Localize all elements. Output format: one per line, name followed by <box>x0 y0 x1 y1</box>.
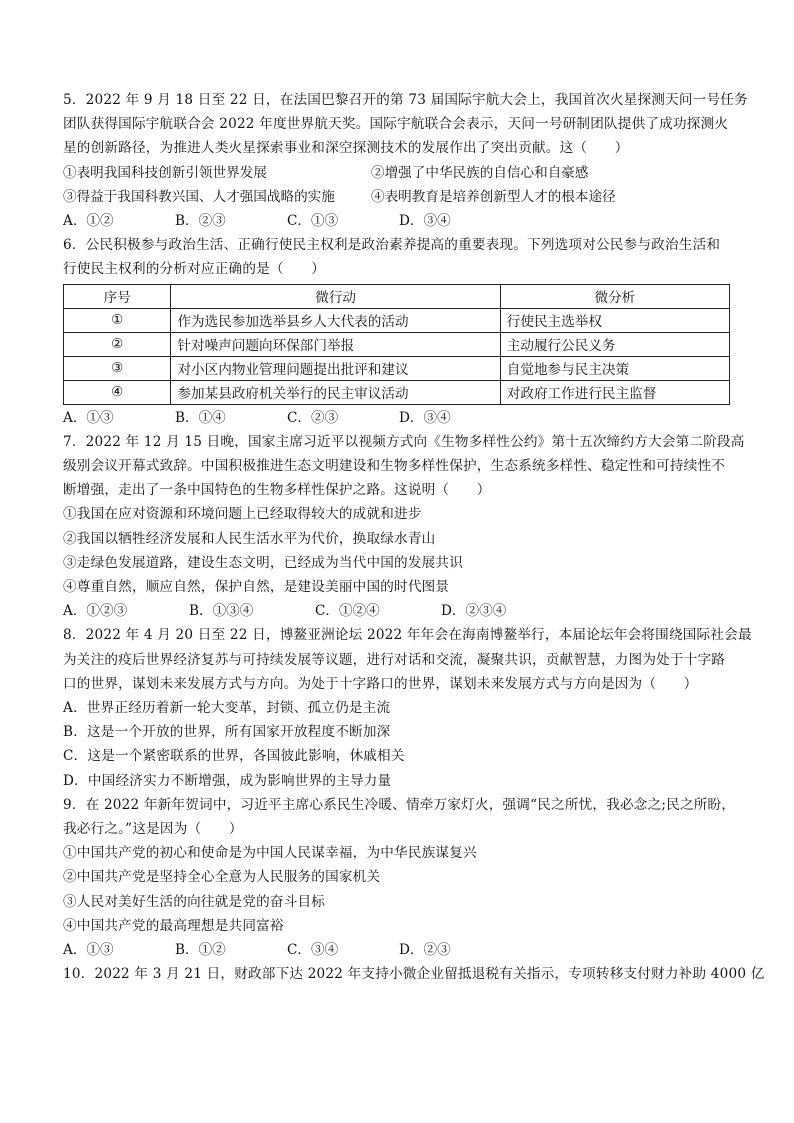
q5-statements-row <box>63 185 731 209</box>
q7-options <box>63 599 731 623</box>
q8-stem-line: 口的世界，谋划未来发展方式与方向。为处于十字路口的世界，谋划未来发展方式与方向是因为（ ） <box>63 675 698 692</box>
table-cell: 行使民主选举权 <box>500 308 729 332</box>
q9-statement: ③人民对美好生活的向往就是党的奋斗目标 <box>63 893 326 910</box>
option-b[interactable]: B．②③ <box>175 213 226 230</box>
option-d[interactable]: D．中国经济实力不断增强，成为影响世界的主导力量 <box>63 772 392 789</box>
table-cell: ② <box>64 332 171 356</box>
option-a[interactable]: A．①② <box>63 213 114 230</box>
q5-statement: ②增强了中华民族的自信心和自豪感 <box>371 164 589 181</box>
table-cell: 主动履行公民义务 <box>500 332 729 356</box>
option-a[interactable]: A．①②③ <box>63 603 128 620</box>
option-b[interactable]: B．①② <box>175 942 226 959</box>
option-b[interactable]: B．①④ <box>175 409 226 426</box>
question-10 <box>63 962 765 986</box>
table-header: 微行动 <box>171 284 500 308</box>
q7-stem-line: 级别会议开幕式致辞。中国积极推进生态文明建设和生物多样性保护，生态系统多样性、稳定性和可持续性不 <box>63 458 726 475</box>
option-a[interactable]: A．①③ <box>63 942 114 959</box>
q9-statement: ①中国共产党的初心和使命是为中国人民谋幸福，为中华民族谋复兴 <box>63 845 477 862</box>
table-header-row <box>64 284 730 308</box>
q6-stem-line: 6．公民积极参与政治生活、正确行使民主权利是政治素养提高的重要表现。下列选项对公民参与政治生活和 <box>63 237 721 254</box>
option-d[interactable]: D．②③④ <box>441 603 507 620</box>
table-cell: 自觉地参与民主决策 <box>500 356 729 380</box>
option-c[interactable]: C．这是一个紧密联系的世界，各国彼此影响，休戚相关 <box>63 748 405 765</box>
exam-page <box>63 88 765 987</box>
table-row <box>64 308 730 332</box>
table-cell: ③ <box>64 356 171 380</box>
question-8 <box>63 623 752 792</box>
table-cell: ① <box>64 308 171 332</box>
q6-stem-line: 行使民主权利的分析对应正确的是（ ） <box>63 261 326 278</box>
option-d[interactable]: D．③④ <box>399 409 451 426</box>
q9-stem-line: 我必行之。”这是因为（ ） <box>63 821 243 838</box>
q7-stem-line: 7．2022 年 12 月 15 日晚，国家主席习近平以视频方式向《生物多样性公约》第十五次缔约方大会第二阶段高 <box>63 433 745 450</box>
q5-stem-line: 5．2022 年 9 月 18 日至 22 日，在法国巴黎召开的第 73 届国际宇航大会上，我国首次火星探测天问一号任务 <box>63 92 748 108</box>
q6-options <box>63 406 731 430</box>
q7-statement: ④尊重自然，顺应自然，保护自然，是建设美丽中国的时代图景 <box>63 579 450 596</box>
q7-stem-line: 断增强，走出了一条中国特色的生物多样性保护之路。这说明（ ） <box>63 482 491 499</box>
table-cell: 对政府工作进行民主监督 <box>500 380 729 404</box>
q5-stem-line: 团队获得国际宇航联合会 2022 年度世界航天奖。国际宇航联合会表示，天问一号研制团队提供了成功探测火 <box>63 116 729 133</box>
q7-statement: ①我国在应对资源和环境问题上已经取得较大的成就和进步 <box>63 506 422 523</box>
q5-statement: ①表明我国科技创新引领世界发展 <box>63 164 267 181</box>
option-b[interactable]: B．①③④ <box>189 603 254 620</box>
option-d[interactable]: D．③④ <box>399 213 451 230</box>
option-c[interactable]: C．②③ <box>287 409 339 426</box>
q5-options <box>63 209 731 233</box>
q9-statement: ②中国共产党是坚持全心全意为人民服务的国家机关 <box>63 869 381 886</box>
option-c[interactable]: C．①③ <box>287 213 339 230</box>
q7-statement: ③走绿色发展道路，建设生态文明，已经成为当代中国的发展共识 <box>63 554 464 571</box>
option-c[interactable]: C．③④ <box>287 942 339 959</box>
table-cell: 作为选民参加选举县乡人大代表的活动 <box>171 308 500 332</box>
option-a[interactable]: A．①③ <box>63 409 114 426</box>
table-cell: 针对噪声问题向环保部门举报 <box>171 332 500 356</box>
q9-options <box>63 938 731 962</box>
q7-statement: ②我国以牺牲经济发展和人民生活水平为代价，换取绿水青山 <box>63 530 436 547</box>
table-row <box>64 356 730 380</box>
q9-statement: ④中国共产党的最高理想是共同富裕 <box>63 917 284 934</box>
option-d[interactable]: D．②③ <box>399 942 451 959</box>
question-7 <box>63 430 745 624</box>
q8-stem-line: 为关注的疫后世界经济复苏与可持续发展等议题，进行对话和交流，凝聚共识，贡献智慧，力图为处于十字路 <box>63 651 726 668</box>
table-cell: 参加某县政府机关举行的民主审议活动 <box>171 380 500 404</box>
table-cell: 对小区内物业管理问题提出批评和建议 <box>171 356 500 380</box>
table-row <box>64 332 730 356</box>
table-cell: ④ <box>64 380 171 404</box>
q5-statement: ③得益于我国科教兴国、人才强国战略的实施 <box>63 188 335 205</box>
table-header: 微分析 <box>500 284 729 308</box>
question-5 <box>63 88 748 233</box>
table-row <box>64 380 730 404</box>
q5-statements-row <box>63 161 731 185</box>
table-header: 序号 <box>64 284 171 308</box>
q5-stem-line: 星的创新路径，为推进人类火星探索事业和深空探测技术的发展作出了突出贡献。这（ ） <box>63 140 629 157</box>
q9-stem-line: 9．在 2022 年新年贺词中，习近平主席心系民生冷暖、情牵万家灯火，强调“民之所忧，我必念之;民之所盼， <box>63 796 736 813</box>
q10-stem-line: 10．2022 年 3 月 21 日，财政部下达 2022 年支持小微企业留抵退税有关指示，专项转移支付财力补助 4000 亿 <box>63 966 765 983</box>
option-c[interactable]: C．①②④ <box>315 603 380 620</box>
option-b[interactable]: B．这是一个开放的世界，所有国家开放程度不断加深 <box>63 724 391 741</box>
question-6 <box>63 233 731 430</box>
q6-table <box>63 284 730 405</box>
q5-statement: ④表明教育是培养创新型人才的根本途径 <box>371 188 616 205</box>
option-a[interactable]: A．世界正经历着新一轮大变革，封锁、孤立仍是主流 <box>63 700 391 717</box>
q8-stem-line: 8．2022 年 4 月 20 日至 22 日，博鳌亚洲论坛 2022 年年会在海南博鳌举行，本届论坛年会将围绕国际社会最 <box>63 627 752 644</box>
question-9 <box>63 793 736 962</box>
